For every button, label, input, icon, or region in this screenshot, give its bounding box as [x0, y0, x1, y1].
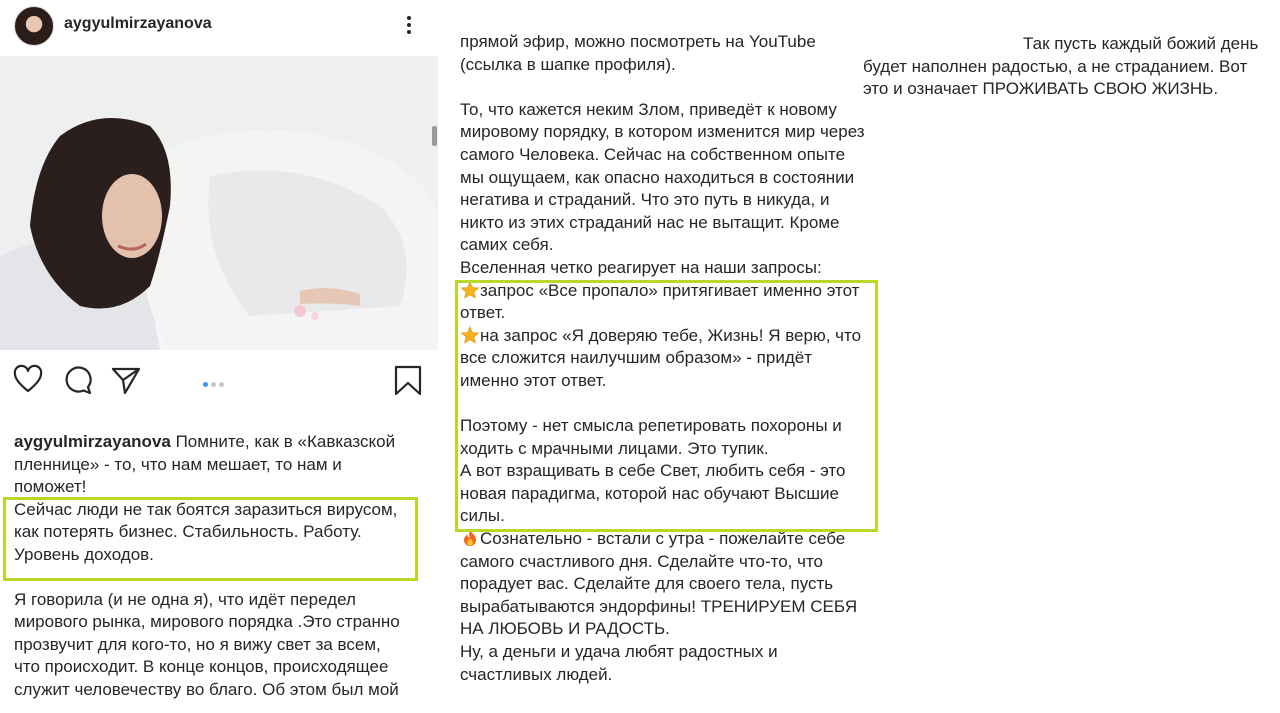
carousel-indicator	[203, 374, 227, 392]
heart-icon[interactable]	[12, 364, 44, 396]
highlight-box	[455, 280, 878, 532]
carousel-dot	[219, 382, 224, 387]
star-item-1: запрос «Все пропало» притягивает именно этот ответ.	[460, 280, 865, 323]
post-username[interactable]: aygyulmirzayanova	[64, 15, 212, 32]
bookmark-icon[interactable]	[392, 364, 424, 396]
more-vertical-icon[interactable]	[400, 10, 418, 40]
caption-highlight: Сейчас люди не так боятся заразиться вирусом, как потерять бизнес. Стабильность. Работу. Уровень доходов.	[14, 499, 403, 564]
comment-icon[interactable]	[62, 364, 94, 396]
caption-after: Я говорила (и не одна я), что идёт передел мирового рынка, мирового порядка .Это странно прозвучит для кого-то, но я вижу свет за всем, что происходит. В конце концов, происходящее служит человечеству во благо. Об этом был мой	[14, 589, 405, 699]
paper-plane-icon[interactable]	[110, 364, 142, 396]
caption-intro: Помните, как в «Кавказской пленнице» - то, что нам мешает, то нам и поможет!	[14, 432, 400, 496]
scrollbar-thumb[interactable]	[432, 126, 437, 146]
post-header	[0, 0, 440, 52]
caption-username[interactable]: aygyulmirzayanova	[14, 432, 171, 451]
star-item-2: на запрос «Я доверяю тебе, Жизнь! Я верю, что все сложится наилучшим образом» - придёт именно этот ответ.	[460, 325, 866, 390]
highlight-box	[3, 497, 418, 581]
paragraph-consciously: Сознательно - встали с утра - пожелайте себе самого счастливого дня. Сделайте что-то, что порадует вас. Сделайте для своего тела, пусть вырабатываются эндорфины! ТРЕНИРУЕМ СЕБЯ НА ЛЮБОВЬ И РАДОСТЬ. Ну, а деньги и удача любят радостных и счастливых людей.	[460, 529, 858, 684]
carousel-dot	[211, 382, 216, 387]
instagram-post	[0, 0, 440, 713]
paragraph-ending: Так пусть каждый божий день будет наполнен радостью, а не страданием. Вот это и означает ПРОЖИВАТЬ СВОЮ ЖИЗНЬ.	[863, 34, 1264, 99]
paragraph-evil: То, что кажется неким Злом, приведёт к новому мировому порядку, в котором изменится мир через самого Человека. Сейчас на собственном опыте мы ощущаем, как опасно находиться в состоянии негатива и страданий. Что это путь в никуда, и никто из этих страданий нас не вытащит. Кроме самих себя. Вселенная четко реагирует на наши запросы:	[460, 99, 865, 277]
avatar[interactable]	[14, 6, 54, 46]
caption-ending	[863, 33, 1273, 101]
carousel-dot	[203, 382, 208, 387]
paragraph-livestream: прямой эфир, можно посмотреть на YouTube (ссылка в шапке профиля).	[460, 32, 816, 74]
post-photo	[0, 56, 438, 350]
paragraph-therefore: Поэтому - нет смысла репетировать похороны и ходить с мрачными лицами. Это тупик. А вот взращивать в себе Свет, любить себя - это новая парадигма, которой нас обучают Высшие силы.	[460, 416, 846, 526]
